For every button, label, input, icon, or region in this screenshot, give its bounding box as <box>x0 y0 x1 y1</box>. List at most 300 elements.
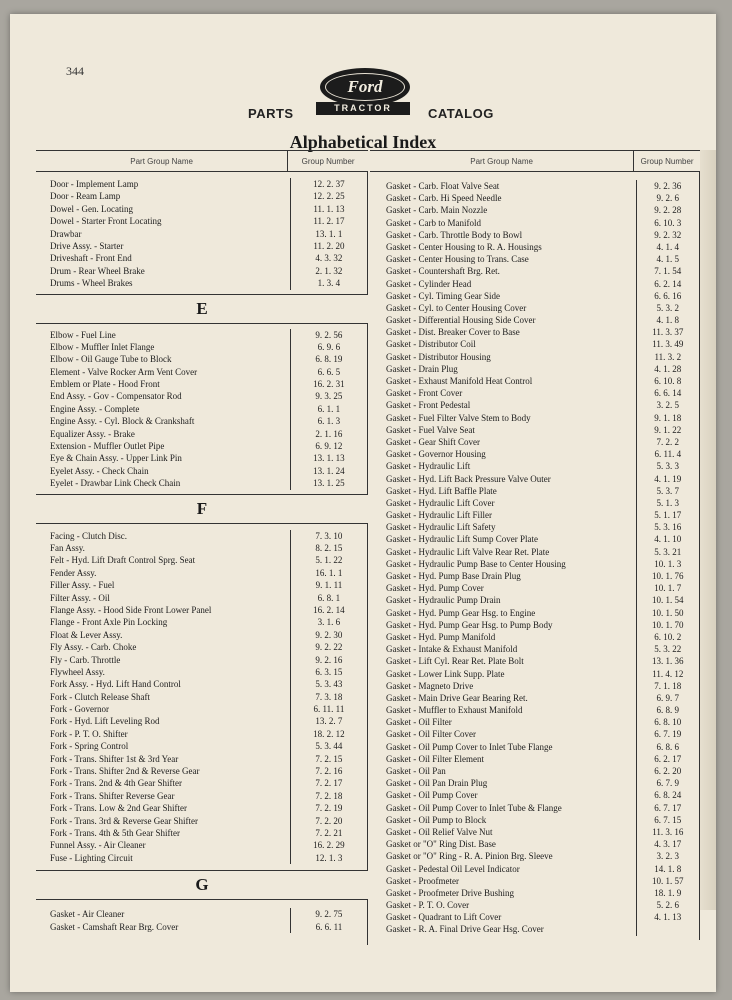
group-number: 6. 9. 7 <box>636 692 699 704</box>
part-group-name: Gasket - Hydraulic Lift Cover <box>386 497 495 508</box>
part-group-name: Gasket - Intake & Exhaust Manifold <box>386 644 518 655</box>
col-header-number: Group Number <box>287 151 368 171</box>
col-header-name: Part Group Name <box>470 156 533 166</box>
page-number: 344 <box>66 64 84 78</box>
part-group-name: Gasket - Center Housing to Trans. Case <box>386 254 529 265</box>
header-catalog-label: CATALOG <box>428 106 494 121</box>
index-row <box>370 460 699 472</box>
index-row <box>370 802 699 814</box>
index-row <box>370 668 699 680</box>
index-row <box>36 765 367 777</box>
part-group-name: Gasket - P. T. O. Cover <box>386 900 470 911</box>
index-row <box>370 814 699 826</box>
logo-script: Ford <box>325 73 405 101</box>
group-number: 13. 1. 36 <box>636 655 699 667</box>
part-group-name: Gasket or "O" Ring Dist. Base <box>386 839 496 850</box>
group-number: 9. 2. 75 <box>290 908 367 920</box>
index-row <box>370 278 699 290</box>
index-row <box>370 533 699 545</box>
index-row <box>370 765 699 777</box>
index-row <box>370 728 699 740</box>
part-group-name: Fork - P. T. O. Shifter <box>50 728 128 739</box>
index-row <box>370 521 699 533</box>
group-number: 6. 6. 14 <box>636 387 699 399</box>
group-number: 6. 2. 20 <box>636 765 699 777</box>
index-row <box>370 887 699 899</box>
index-row <box>36 465 367 477</box>
index-row <box>36 567 367 579</box>
group-number: 4. 3. 17 <box>636 838 699 850</box>
part-group-name: Gasket - Muffler to Exhaust Manifold <box>386 705 523 716</box>
index-row <box>370 594 699 606</box>
group-number: 11. 3. 37 <box>636 326 699 338</box>
index-row <box>36 329 367 341</box>
index-row <box>36 852 367 864</box>
part-group-name: Filler Assy. - Fuel <box>50 580 115 591</box>
group-number: 10. 1. 50 <box>636 607 699 619</box>
part-group-name: Fork - Trans. 3rd & Reverse Gear Shifter <box>50 815 198 826</box>
part-group-name: Gasket - Oil Filter <box>386 717 452 728</box>
index-row <box>370 826 699 838</box>
group-number: 9. 2. 6 <box>636 192 699 204</box>
part-group-name: Gasket - Oil Filter Element <box>386 753 484 764</box>
index-row <box>370 229 699 241</box>
index-row <box>36 616 367 628</box>
part-group-name: Gasket or "O" Ring - R. A. Pinion Brg. Sleeve <box>386 851 553 862</box>
part-group-name: Fork Assy. - Hyd. Lift Hand Control <box>50 679 181 690</box>
index-row <box>36 178 367 190</box>
index-row <box>370 692 699 704</box>
part-group-name: Fender Assy. <box>50 567 97 578</box>
group-number: 4. 1. 19 <box>636 473 699 485</box>
group-number: 6. 10. 8 <box>636 375 699 387</box>
group-number: 5. 1. 17 <box>636 509 699 521</box>
part-group-name: Dowel - Gen. Locating <box>50 203 133 214</box>
part-group-name: Gasket - Hydraulic Lift Filler <box>386 510 492 521</box>
part-group-name: Gasket - Carb. Main Nozzle <box>386 205 488 216</box>
group-number: 6. 6. 5 <box>290 366 367 378</box>
group-number: 5. 1. 22 <box>290 554 367 566</box>
index-row <box>370 265 699 277</box>
group-number: 9. 2. 56 <box>290 329 367 341</box>
part-group-name: Fork - Governor <box>50 704 109 715</box>
index-row <box>36 415 367 427</box>
group-number: 5. 3. 44 <box>290 740 367 752</box>
index-row <box>36 728 367 740</box>
part-group-name: Gasket - Oil Pan Drain Plug <box>386 778 488 789</box>
part-group-name: Fork - Trans. Low & 2nd Gear Shifter <box>50 803 187 814</box>
part-group-name: Filter Assy. - Oil <box>50 592 110 603</box>
group-number: 2. 1. 32 <box>290 265 367 277</box>
group-number: 11. 3. 2 <box>636 351 699 363</box>
group-number: 11. 1. 13 <box>290 203 367 215</box>
index-row <box>36 921 367 933</box>
group-number: 6. 7. 9 <box>636 777 699 789</box>
group-number: 6. 7. 17 <box>636 802 699 814</box>
index-row <box>36 452 367 464</box>
part-group-name: Door - Implement Lamp <box>50 179 139 189</box>
group-number: 9. 1. 22 <box>636 424 699 436</box>
group-number: 10. 1. 7 <box>636 582 699 594</box>
col-header-number: Group Number <box>633 151 700 171</box>
index-row <box>370 509 699 521</box>
part-group-name: Gasket - Gear Shift Cover <box>386 436 480 447</box>
group-number: 6. 3. 15 <box>290 666 367 678</box>
part-group-name: Engine Assy. - Cyl. Block & Crankshaft <box>50 416 195 427</box>
left-index-column <box>36 150 368 945</box>
group-number: 6. 9. 6 <box>290 341 367 353</box>
group-number: 7. 2. 15 <box>290 753 367 765</box>
part-group-name: Extension - Muffler Outlet Pipe <box>50 441 165 452</box>
part-group-name: Gasket - Hydraulic Lift Valve Rear Ret. Plate <box>386 546 550 557</box>
index-row <box>36 802 367 814</box>
index-row <box>370 899 699 911</box>
part-group-name: Gasket - Hyd. Pump Gear Hsg. to Pump Body <box>386 619 553 630</box>
group-number: 7. 2. 20 <box>290 815 367 827</box>
group-number: 6. 1. 1 <box>290 403 367 415</box>
group-number: 4. 3. 32 <box>290 252 367 264</box>
index-row <box>370 436 699 448</box>
part-group-name: Equalizer Assy. - Brake <box>50 428 135 439</box>
part-group-name: Fuse - Lighting Circuit <box>50 852 133 863</box>
index-row <box>370 326 699 338</box>
group-number: 5. 3. 43 <box>290 678 367 690</box>
group-number: 18. 1. 9 <box>636 887 699 899</box>
index-row <box>36 678 367 690</box>
group-number: 12. 2. 25 <box>290 190 367 202</box>
index-row <box>36 440 367 452</box>
index-row <box>370 643 699 655</box>
index-row <box>370 399 699 411</box>
group-number: 7. 2. 17 <box>290 777 367 789</box>
part-group-name: Gasket - Lower Link Supp. Plate <box>386 668 505 679</box>
group-number: 6. 1. 3 <box>290 415 367 427</box>
group-number: 6. 8. 1 <box>290 592 367 604</box>
group-number: 6. 10. 3 <box>636 217 699 229</box>
index-row <box>36 378 367 390</box>
part-group-name: Gasket - Camshaft Rear Brg. Cover <box>50 921 179 932</box>
part-group-name: Gasket - Cylinder Head <box>386 278 472 289</box>
section-g-table <box>36 900 368 945</box>
index-row <box>370 741 699 753</box>
part-group-name: Fly Assy. - Carb. Choke <box>50 642 137 653</box>
part-group-name: Gasket - Fuel Filter Valve Stem to Body <box>386 412 531 423</box>
group-number: 5. 1. 3 <box>636 497 699 509</box>
part-group-name: Gasket - Carb. Float Valve Seat <box>386 181 500 191</box>
index-row <box>36 666 367 678</box>
index-row <box>36 530 367 542</box>
section-e-table <box>36 324 368 494</box>
index-row <box>36 277 367 289</box>
part-group-name: Eye & Chain Assy. - Upper Link Pin <box>50 453 182 464</box>
index-row <box>36 691 367 703</box>
part-group-name: Gasket - Dist. Breaker Cover to Base <box>386 327 520 338</box>
index-row <box>36 827 367 839</box>
group-number: 1. 3. 4 <box>290 277 367 289</box>
index-row <box>36 604 367 616</box>
part-group-name: Fork - Clutch Release Shaft <box>50 691 150 702</box>
group-number: 5. 3. 22 <box>636 643 699 655</box>
group-number: 10. 1. 76 <box>636 570 699 582</box>
group-number: 8. 2. 15 <box>290 542 367 554</box>
part-group-name: Gasket - Exhaust Manifold Heat Control <box>386 376 533 386</box>
index-row <box>370 473 699 485</box>
index-row <box>370 338 699 350</box>
index-row <box>370 777 699 789</box>
col-header-name: Part Group Name <box>130 156 193 166</box>
index-row <box>36 740 367 752</box>
group-number: 16. 2. 29 <box>290 839 367 851</box>
group-number: 13. 1. 1 <box>290 228 367 240</box>
index-row <box>370 911 699 923</box>
group-number: 3. 2. 3 <box>636 850 699 862</box>
index-row <box>36 190 367 202</box>
part-group-name: Funnel Assy. - Air Cleaner <box>50 840 146 851</box>
index-row <box>370 241 699 253</box>
index-row <box>370 363 699 375</box>
part-group-name: Fork - Trans. Shifter 2nd & Reverse Gear <box>50 766 200 777</box>
index-row <box>370 351 699 363</box>
index-row <box>36 428 367 440</box>
group-number: 14. 1. 8 <box>636 863 699 875</box>
group-number: 6. 2. 14 <box>636 278 699 290</box>
part-group-name: Drums - Wheel Brakes <box>50 278 133 289</box>
section-f-table <box>36 524 368 871</box>
group-number: 5. 2. 6 <box>636 899 699 911</box>
part-group-name: Facing - Clutch Disc. <box>50 530 127 541</box>
index-row <box>370 850 699 862</box>
part-group-name: Gasket - Quadrant to Lift Cover <box>386 912 502 923</box>
group-number: 7. 1. 18 <box>636 680 699 692</box>
group-number: 10. 1. 70 <box>636 619 699 631</box>
part-group-name: Gasket - Oil Relief Valve Nut <box>386 826 493 837</box>
index-row <box>36 228 367 240</box>
index-row <box>36 252 367 264</box>
group-number: 2. 1. 16 <box>290 428 367 440</box>
index-row <box>36 777 367 789</box>
part-group-name: Flywheel Assy. <box>50 666 105 677</box>
part-group-name: Engine Assy. - Complete <box>50 403 140 414</box>
group-number: 9. 3. 25 <box>290 390 367 402</box>
part-group-name: Gasket - Proofmeter Drive Bushing <box>386 887 514 898</box>
index-row <box>36 341 367 353</box>
group-number: 11. 3. 49 <box>636 338 699 350</box>
group-number: 11. 3. 16 <box>636 826 699 838</box>
index-row <box>370 314 699 326</box>
index-row <box>370 302 699 314</box>
index-row <box>370 424 699 436</box>
index-row <box>370 253 699 265</box>
right-index-column <box>370 150 700 940</box>
part-group-name: Gasket - Oil Pan <box>386 766 446 776</box>
index-row <box>370 546 699 558</box>
header-parts-label: PARTS <box>248 106 294 121</box>
part-group-name: Gasket - Hyd. Pump Cover <box>386 583 484 594</box>
index-row <box>370 923 699 935</box>
part-group-name: Fork - Trans. Shifter 1st & 3rd Year <box>50 753 179 764</box>
part-group-name: Gasket - Cyl. to Center Housing Cover <box>386 302 527 313</box>
group-number: 7. 2. 19 <box>290 802 367 814</box>
index-row <box>370 375 699 387</box>
part-group-name: Felt - Hyd. Lift Draft Control Sprg. Seat <box>50 555 196 566</box>
part-group-name: Door - Ream Lamp <box>50 191 121 202</box>
ford-tractor-logo <box>316 68 412 120</box>
index-row <box>370 582 699 594</box>
part-group-name: Fork - Trans. 2nd & 4th Gear Shifter <box>50 778 182 789</box>
index-row <box>370 412 699 424</box>
group-number: 4. 1. 13 <box>636 911 699 923</box>
part-group-name: Gasket - Oil Pump Cover to Inlet Tube Flange <box>386 741 553 752</box>
part-group-name: Gasket - Distributor Housing <box>386 351 491 362</box>
group-number: 18. 2. 12 <box>290 728 367 740</box>
part-group-name: Eyelet - Drawbar Link Check Chain <box>50 478 181 489</box>
index-row <box>370 655 699 667</box>
index-row <box>36 366 367 378</box>
index-row <box>370 838 699 850</box>
group-number: 6. 7. 15 <box>636 814 699 826</box>
index-row <box>370 753 699 765</box>
group-number: 6. 7. 19 <box>636 728 699 740</box>
group-number: 10. 1. 54 <box>636 594 699 606</box>
group-number: 4. 1. 5 <box>636 253 699 265</box>
group-number: 7. 3. 18 <box>290 691 367 703</box>
part-group-name: Gasket - Cyl. Timing Gear Side <box>386 290 500 301</box>
group-number: 4. 1. 28 <box>636 363 699 375</box>
group-number: 9. 2. 36 <box>636 180 699 192</box>
index-row <box>36 715 367 727</box>
part-group-name: Fork - Hyd. Lift Leveling Rod <box>50 716 160 727</box>
part-group-name: Fork - Trans. 4th & 5th Gear Shifter <box>50 827 180 838</box>
group-number: 4. 1. 4 <box>636 241 699 253</box>
group-number: 12. 1. 3 <box>290 852 367 864</box>
part-group-name: Gasket - Oil Pump to Block <box>386 814 487 825</box>
index-row <box>36 542 367 554</box>
part-group-name: Flange Assy. - Hood Side Front Lower Panel <box>50 604 212 615</box>
group-number: 5. 3. 21 <box>636 546 699 558</box>
index-row <box>370 192 699 204</box>
group-number: 9. 1. 18 <box>636 412 699 424</box>
part-group-name: Gasket - Hydraulic Pump Base to Center Housing <box>386 558 566 569</box>
index-row <box>370 863 699 875</box>
group-number: 13. 2. 7 <box>290 715 367 727</box>
right-column-header <box>370 150 700 172</box>
index-row <box>36 203 367 215</box>
index-row <box>36 554 367 566</box>
group-number: 11. 2. 17 <box>290 215 367 227</box>
group-number: 9. 1. 11 <box>290 579 367 591</box>
group-number: 10. 1. 57 <box>636 875 699 887</box>
group-number: 9. 2. 30 <box>290 629 367 641</box>
group-number: 7. 2. 2 <box>636 436 699 448</box>
part-group-name: Fan Assy. <box>50 542 85 553</box>
index-row <box>36 215 367 227</box>
part-group-name: Gasket - Differential Housing Side Cover <box>386 315 536 326</box>
part-group-name: Drawbar <box>50 228 82 239</box>
index-row <box>370 387 699 399</box>
part-group-name: End Assy. - Gov - Compensator Rod <box>50 391 182 402</box>
section-letter-g: G <box>36 870 368 900</box>
part-group-name: Gasket - Center Housing to R. A. Housings <box>386 241 542 252</box>
part-group-name: Gasket - Magneto Drive <box>386 680 474 691</box>
section-g-continued-table <box>370 172 700 940</box>
part-group-name: Gasket - Front Pedestal <box>386 400 471 411</box>
index-row <box>36 403 367 415</box>
group-number: 3. 1. 6 <box>290 616 367 628</box>
part-group-name: Elbow - Oil Gauge Tube to Block <box>50 354 172 365</box>
left-column-header <box>36 150 368 172</box>
part-group-name: Gasket - Drain Plug <box>386 363 458 374</box>
group-number: 4. 1. 8 <box>636 314 699 326</box>
part-group-name: Gasket - Distributor Coil <box>386 339 476 350</box>
index-row <box>370 290 699 302</box>
part-group-name: Gasket - Governor Housing <box>386 449 486 460</box>
index-row <box>370 716 699 728</box>
index-row <box>370 631 699 643</box>
index-row <box>36 641 367 653</box>
part-group-name: Gasket - Lift Cyl. Rear Ret. Plate Bolt <box>386 656 524 667</box>
group-number: 6. 8. 6 <box>636 741 699 753</box>
index-row <box>370 570 699 582</box>
part-group-name: Gasket - Oil Pump Cover <box>386 790 478 801</box>
group-number: 6. 10. 2 <box>636 631 699 643</box>
group-number: 9. 2. 16 <box>290 654 367 666</box>
group-number: 9. 2. 32 <box>636 229 699 241</box>
part-group-name: Dowel - Starter Front Locating <box>50 216 162 227</box>
part-group-name: Gasket - Fuel Valve Seat <box>386 424 475 435</box>
index-row <box>370 448 699 460</box>
index-row <box>36 654 367 666</box>
group-number: 6. 8. 9 <box>636 704 699 716</box>
group-number: 5. 3. 16 <box>636 521 699 533</box>
part-group-name: Gasket - Hydraulic Pump Drain <box>386 595 501 606</box>
index-row <box>36 390 367 402</box>
group-number: 6. 2. 17 <box>636 753 699 765</box>
index-row <box>370 497 699 509</box>
index-row <box>36 908 367 920</box>
part-group-name: Gasket - Hyd. Lift Back Pressure Valve Outer <box>386 473 551 484</box>
group-number: 13. 1. 25 <box>290 477 367 489</box>
part-group-name: Gasket - Hyd. Pump Manifold <box>386 631 496 642</box>
part-group-name: Gasket - Hydraulic Lift Safety <box>386 522 496 533</box>
group-number: 5. 3. 7 <box>636 485 699 497</box>
group-number: 7. 1. 54 <box>636 265 699 277</box>
index-row <box>370 704 699 716</box>
part-group-name: Gasket - Main Drive Gear Bearing Ret. <box>386 692 528 703</box>
group-number: 3. 2. 5 <box>636 399 699 411</box>
section-d-table <box>36 172 368 294</box>
group-number: 10. 1. 3 <box>636 558 699 570</box>
group-number: 7. 2. 16 <box>290 765 367 777</box>
part-group-name: Gasket - Countershaft Brg. Ret. <box>386 266 500 277</box>
group-number: 6. 8. 19 <box>290 353 367 365</box>
group-number: 5. 3. 2 <box>636 302 699 314</box>
logo-bar: TRACTOR <box>316 102 410 115</box>
group-number: 4. 1. 10 <box>636 533 699 545</box>
section-letter-e: E <box>36 294 368 324</box>
group-number: 16. 2. 14 <box>290 604 367 616</box>
page-title: Alphabetical Index <box>289 132 437 152</box>
index-row <box>36 703 367 715</box>
part-group-name: Gasket - Oil Pump Cover to Inlet Tube & Flange <box>386 802 562 813</box>
part-group-name: Emblem or Plate - Hood Front <box>50 379 160 390</box>
part-group-name: Gasket - Oil Filter Cover <box>386 729 476 740</box>
group-number: 5. 3. 3 <box>636 460 699 472</box>
group-number: 6. 8. 10 <box>636 716 699 728</box>
group-number: 7. 2. 18 <box>290 790 367 802</box>
part-group-name: Eyelet Assy. - Check Chain <box>50 465 149 476</box>
index-row <box>370 180 699 192</box>
group-number: 6. 6. 11 <box>290 921 367 933</box>
